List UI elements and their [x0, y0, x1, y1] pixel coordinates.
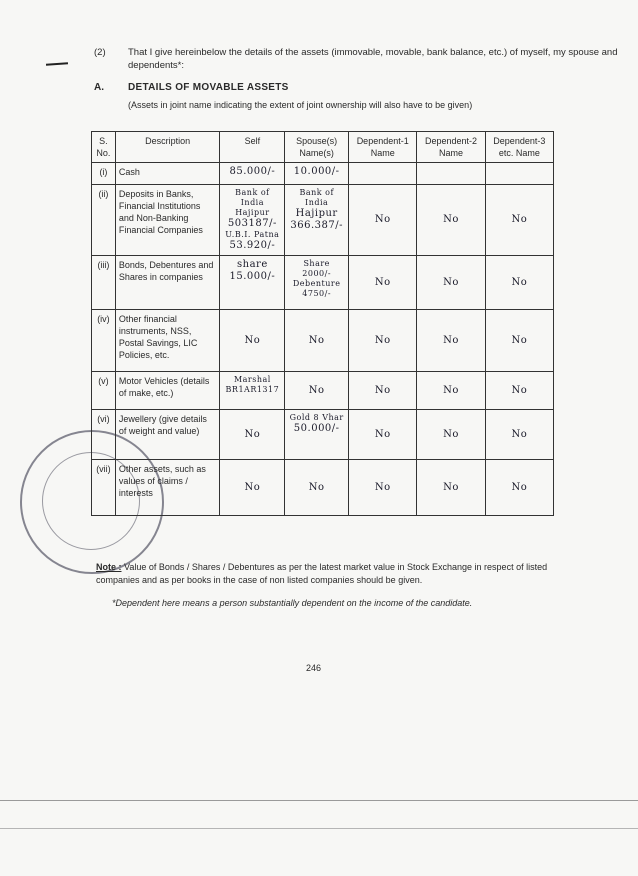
dependent-1-value: No	[349, 185, 417, 256]
row-sno: (i)	[92, 163, 116, 185]
header-dependent-3: Dependent-3 etc. Name	[485, 132, 553, 163]
self-value: No	[220, 310, 285, 372]
dependent-1-value: No	[349, 372, 417, 410]
spouse-amount: 366.387/-	[290, 220, 343, 231]
header-sno: S. No.	[92, 132, 116, 163]
dependent-1-value: No	[349, 256, 417, 310]
dependent-3-value: No	[485, 410, 553, 460]
margin-dash-mark	[46, 62, 68, 66]
row-sno: (vi)	[92, 410, 116, 460]
bottom-rule-1	[0, 800, 638, 801]
dependent-1-value: No	[349, 410, 417, 460]
row-sno: (iii)	[92, 256, 116, 310]
section-title: DETAILS OF MOVABLE ASSETS	[128, 82, 289, 93]
table-row	[92, 310, 554, 372]
self-bank-1: Bank of India Hajipur	[235, 188, 270, 217]
row-sno: (iv)	[92, 310, 116, 372]
row-sno: (v)	[92, 372, 116, 410]
table-row	[92, 256, 554, 310]
spouse-value: 10.000/-	[285, 163, 349, 185]
dependent-2-value: No	[417, 256, 485, 310]
dependent-1-value: No	[349, 310, 417, 372]
row-description: Other financial instruments, NSS, Postal Savings, LIC Policies, etc.	[115, 310, 220, 372]
table-row	[92, 410, 554, 460]
spouse-amount-2: 4750/-	[302, 289, 332, 298]
dependent-2-value: No	[417, 185, 485, 256]
header-spouse: Spouse(s) Name(s)	[285, 132, 349, 163]
intro-number: (2)	[94, 47, 106, 58]
valuation-note	[96, 561, 556, 587]
self-value: No	[220, 410, 285, 460]
self-amount: 15.000/-	[229, 271, 276, 282]
bottom-rule-2	[0, 828, 638, 829]
table-header-row	[92, 132, 554, 163]
table-row	[92, 185, 554, 256]
dependent-3-value: No	[485, 372, 553, 410]
spouse-value	[285, 185, 349, 256]
header-dependent-2: Dependent-2 Name	[417, 132, 485, 163]
self-type: share	[237, 259, 268, 270]
spouse-value	[285, 410, 349, 460]
dependent-2-value	[417, 163, 485, 185]
spouse-value: No	[285, 460, 349, 516]
section-letter: A.	[94, 82, 104, 93]
row-description: Deposits in Banks, Financial Institutions and Non-Banking Financial Companies	[115, 185, 220, 256]
row-description: Motor Vehicles (details of make, etc.)	[115, 372, 220, 410]
header-dependent-1: Dependent-1 Name	[349, 132, 417, 163]
dependent-3-value	[485, 163, 553, 185]
spouse-bank: Bank of India	[299, 188, 334, 207]
self-value: No	[220, 460, 285, 516]
dependent-2-value: No	[417, 410, 485, 460]
self-vehicle-make: Marshal	[233, 375, 271, 384]
self-value	[220, 256, 285, 310]
spouse-type-1: Share	[303, 259, 330, 268]
dependent-footnote: *Dependent here means a person substantially dependent on the income of the candidate.	[112, 598, 473, 608]
spouse-amount-1: 2000/-	[302, 269, 332, 278]
spouse-value	[285, 256, 349, 310]
self-amount-2: 53.920/-	[229, 240, 276, 251]
dependent-3-value: No	[485, 460, 553, 516]
dependent-3-value: No	[485, 310, 553, 372]
spouse-jewellery-value: 50.000/-	[293, 423, 340, 434]
table-row	[92, 460, 554, 516]
spouse-branch: Hajipur	[295, 208, 338, 219]
row-sno: (vii)	[92, 460, 116, 516]
spouse-type-2: Debenture	[292, 279, 341, 288]
self-value	[220, 372, 285, 410]
self-vehicle-number: BR1AR1317	[225, 385, 280, 394]
intro-text: That I give hereinbelow the details of the assets (immovable, movable, bank balance, etc.) of myself, my spouse and dependents*:	[128, 47, 618, 71]
row-description: Bonds, Debentures and Shares in companies	[115, 256, 220, 310]
dependent-2-value: No	[417, 372, 485, 410]
section-note: (Assets in joint name indicating the extent of joint ownership will also have to be given)	[128, 100, 473, 110]
self-value	[220, 185, 285, 256]
self-bank-2: U.B.I. Patna	[225, 230, 280, 239]
table-row	[92, 372, 554, 410]
row-sno: (ii)	[92, 185, 116, 256]
row-description: Other assets, such as values of claims / interests	[115, 460, 220, 516]
table-row	[92, 163, 554, 185]
self-amount-1: 503187/-	[227, 218, 277, 229]
dependent-3-value: No	[485, 256, 553, 310]
dependent-2-value: No	[417, 310, 485, 372]
note-label: Note :	[96, 562, 122, 572]
dependent-1-value	[349, 163, 417, 185]
header-description: Description	[115, 132, 220, 163]
movable-assets-table	[91, 131, 554, 516]
spouse-jewellery-weight: Gold 8 Vhar	[289, 413, 344, 422]
spouse-value: No	[285, 310, 349, 372]
dependent-3-value: No	[485, 185, 553, 256]
row-description: Cash	[115, 163, 220, 185]
page-number: 246	[306, 663, 322, 673]
spouse-value: No	[285, 372, 349, 410]
row-description: Jewellery (give details of weight and value)	[115, 410, 220, 460]
header-self: Self	[220, 132, 285, 163]
self-value: 85.000/-	[220, 163, 285, 185]
dependent-1-value: No	[349, 460, 417, 516]
note-text: Value of Bonds / Shares / Debentures as per the latest market value in Stock Exchange in respect of listed companies and as per books in the case of non listed companies should be given.	[96, 562, 548, 585]
dependent-2-value: No	[417, 460, 485, 516]
